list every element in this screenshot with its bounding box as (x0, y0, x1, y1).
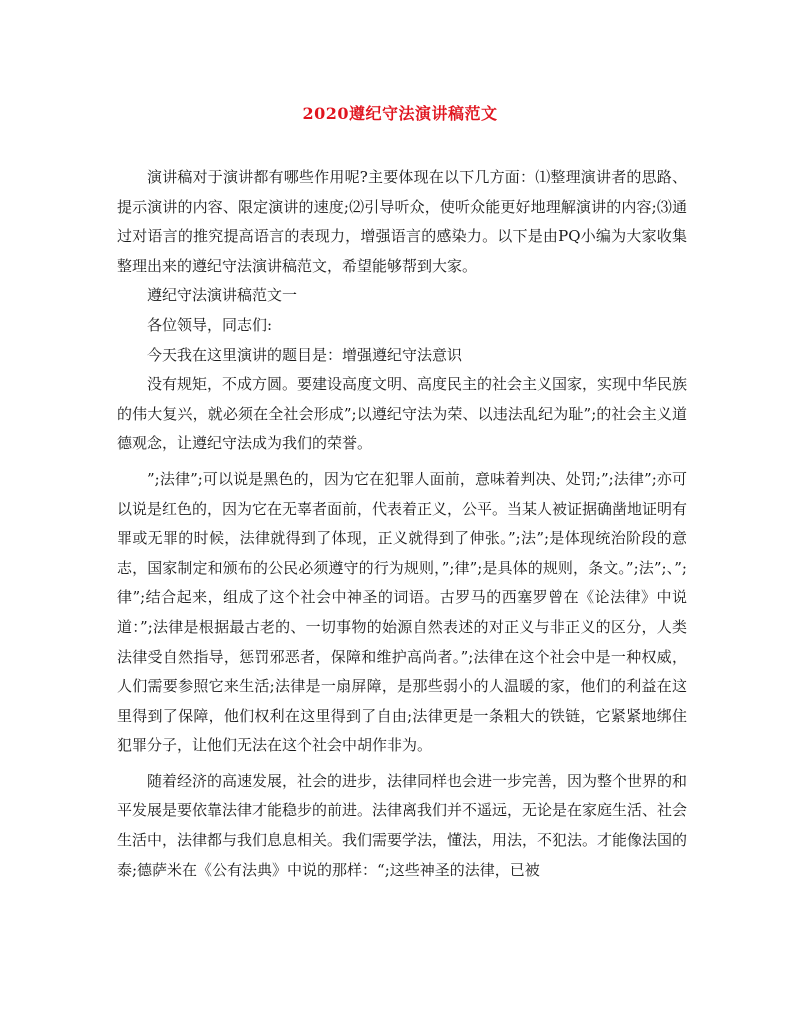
speech-topic: 今天我在这里演讲的题目是：增强遵纪守法意识 (147, 345, 463, 364)
intro-paragraph: 演讲稿对于演讲都有哪些作用呢?主要体现在以下几方面：⑴整理演讲者的思路、提示演讲的内容、限定演讲的速度;⑵引导听众，使听众能更好地理解演讲的内容;⑶通过对语言的推究提高语言的表现力，增强语言的感染力。以下是由PQ小编为大家收集整理出来的遵纪守法演讲稿范文，希望能够帮到大家。 (117, 168, 687, 275)
section-heading: 遵纪守法演讲稿范文一 (147, 286, 298, 305)
document-body (117, 163, 687, 885)
salutation: 各位领导，同志们: (147, 315, 273, 334)
document-title: 2020遵纪守法演讲稿范文 (302, 104, 498, 123)
body-paragraph: ”;法律”;可以说是黑色的，因为它在犯罪人面前，意味着判决、处罚;”;法律”;亦可以说是红色的，因为它在无辜者面前，代表着正义，公平。当某人被证据确凿地证明有罪或无罪的时候，法律就得到了体现，正义就得到了伸张。”;法”;是体现统治阶段的意志，国家制定和颁布的公民必须遵守的行为规则，”;律”;是具体的规则，条文。”;法”;、”;律”;结合起来，组成了这个社会中神圣的词语。古罗马的西塞罗曾在《论法律》中说道：”;法律是根据最古老的、一切事物的始源自然表述的对正义与非正义的区分，人类法律受自然指导，惩罚邪恶者，保障和维护高尚者。”;法律在这个社会中是一种权威，人们需要参照它来生活;法律是一扇屏障，是那些弱小的人温暖的家，他们的利益在这里得到了保障，他们权利在这里得到了自由;法律更是一条粗大的铁链，它紧紧地绑住犯罪分子，让他们无法在这个社会中胡作非为。 (117, 469, 688, 755)
body-paragraph: 随着经济的高速发展，社会的进步，法律同样也会进一步完善，因为整个世界的和平发展是要依靠法律才能稳步的前进。法律离我们并不遥远，无论是在家庭生活、社会生活中，法律都与我们息息相关。我们需要学法，懂法，用法，不犯法。才能像法国的泰;德萨米在《公有法典》中说的那样：“;这些神圣的法律，已被 (117, 771, 688, 879)
body-paragraph: 没有规矩，不成方圆。要建设高度文明、高度民主的社会主义国家，实现中华民族的伟大复兴，就必须在全社会形成”;以遵纪守法为荣、以违法乱纪为耻”;的社会主义道德观念，让遵纪守法成为我们的荣誉。 (117, 375, 688, 453)
